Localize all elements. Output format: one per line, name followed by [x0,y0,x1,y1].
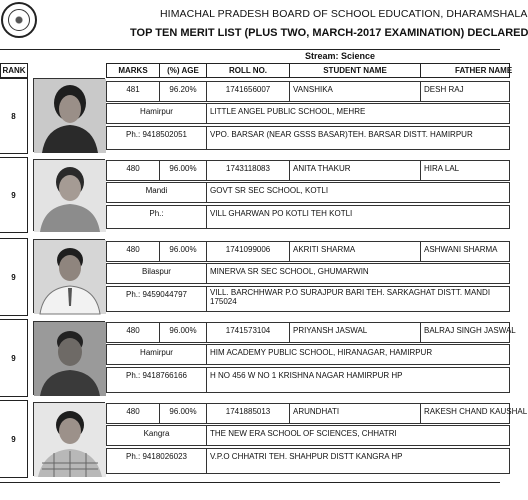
divider [0,482,500,483]
phone-cell: Ph.: 9459044797 [106,286,207,312]
student-photo [33,321,105,395]
col-header-student-name: STUDENT NAME [289,63,421,78]
phone-cell: Ph.: [106,205,207,229]
father-name-cell: RAKESH CHAND KAUSHAL [420,403,510,424]
student-name-cell: ANITA THAKUR [289,160,421,181]
col-header-rank: RANK [0,63,28,78]
marks-cell: 481 [106,81,160,102]
merit-record-1 [0,78,500,154]
address-cell: H NO 456 W NO 1 KRISHNA NAGAR HAMIRPUR HP [206,367,510,393]
merit-record-2 [0,157,500,233]
school-cell: THE NEW ERA SCHOOL OF SCIENCES, CHHATRI [206,425,510,446]
school-cell: LITTLE ANGEL PUBLIC SCHOOL, MEHRE [206,103,510,124]
phone-cell: Ph.: 9418502051 [106,126,207,150]
seal-emblem-icon [8,9,30,31]
rank-cell: 9 [0,238,28,316]
stream-label: Stream: Science [305,51,376,61]
student-name-cell: ARUNDHATI [289,403,421,424]
roll-no-cell: 1741885013 [206,403,290,424]
col-header-roll-no: ROLL NO. [206,63,290,78]
rank-cell: 9 [0,400,28,478]
roll-no-cell: 1741099006 [206,241,290,262]
divider [0,49,500,50]
student-name-cell: PRIYANSH JASWAL [289,322,421,343]
address-cell: VPO. BARSAR (NEAR GSSS BASAR)TEH. BARSAR DISTT. HAMIRPUR [206,126,510,150]
col-header-father-name: FATHER NAME [420,63,510,78]
district-cell: Hamirpur [106,103,207,124]
father-name-cell: BALRAJ SINGH JASWAL [420,322,510,343]
merit-list-title: TOP TEN MERIT LIST (PLUS TWO, MARCH-2017 EXAMINATION) DECLARED [130,27,528,39]
marks-cell: 480 [106,241,160,262]
phone-cell: Ph.: 9418026023 [106,448,207,474]
merit-record-4 [0,319,516,397]
student-photo [33,402,105,476]
rank-cell: 8 [0,78,28,154]
merit-record-3 [0,238,500,316]
address-cell: V.P.O CHHATRI TEH. SHAHPUR DISTT KANGRA HP [206,448,510,474]
percentage-cell: 96.20% [159,81,207,102]
school-cell: GOVT SR SEC SCHOOL, KOTLI [206,182,510,203]
district-cell: Bilaspur [106,263,207,284]
student-name-cell: AKRITI SHARMA [289,241,421,262]
district-cell: Kangra [106,425,207,446]
student-photo [33,239,105,313]
roll-no-cell: 1741656007 [206,81,290,102]
address-cell: VILL GHARWAN PO KOTLI TEH KOTLI [206,205,510,229]
rank-cell: 9 [0,157,28,233]
board-seal-logo [1,2,37,38]
col-header-percentage: (%) AGE [159,63,207,78]
district-cell: Hamirpur [106,344,207,365]
percentage-cell: 96.00% [159,160,207,181]
percentage-cell: 96.00% [159,403,207,424]
marks-cell: 480 [106,160,160,181]
father-name-cell: HIRA LAL [420,160,510,181]
board-name: HIMACHAL PRADESH BOARD OF SCHOOL EDUCATION, DHARAMSHALA [160,8,528,20]
roll-no-cell: 1741573104 [206,322,290,343]
father-name-cell: DESH RAJ [420,81,510,102]
percentage-cell: 96.00% [159,322,207,343]
marks-cell: 480 [106,403,160,424]
phone-cell: Ph.: 9418766166 [106,367,207,393]
percentage-cell: 96.00% [159,241,207,262]
merit-record-5 [0,400,528,478]
district-cell: Mandi [106,182,207,203]
col-header-marks: MARKS [106,63,160,78]
school-cell: HIM ACADEMY PUBLIC SCHOOL, HIRANAGAR, HAMIRPUR [206,344,510,365]
address-cell: VILL. BARCHHWAR P.O SURAJPUR BARI TEH. SARKAGHAT DISTT. MANDI 175024 [206,286,510,312]
father-name-cell: ASHWANI SHARMA [420,241,510,262]
student-photo [33,159,105,231]
student-photo [33,78,105,152]
rank-cell: 9 [0,319,28,397]
student-name-cell: VANSHIKA [289,81,421,102]
roll-no-cell: 1743118083 [206,160,290,181]
school-cell: MINERVA SR SEC SCHOOL, GHUMARWIN [206,263,510,284]
marks-cell: 480 [106,322,160,343]
